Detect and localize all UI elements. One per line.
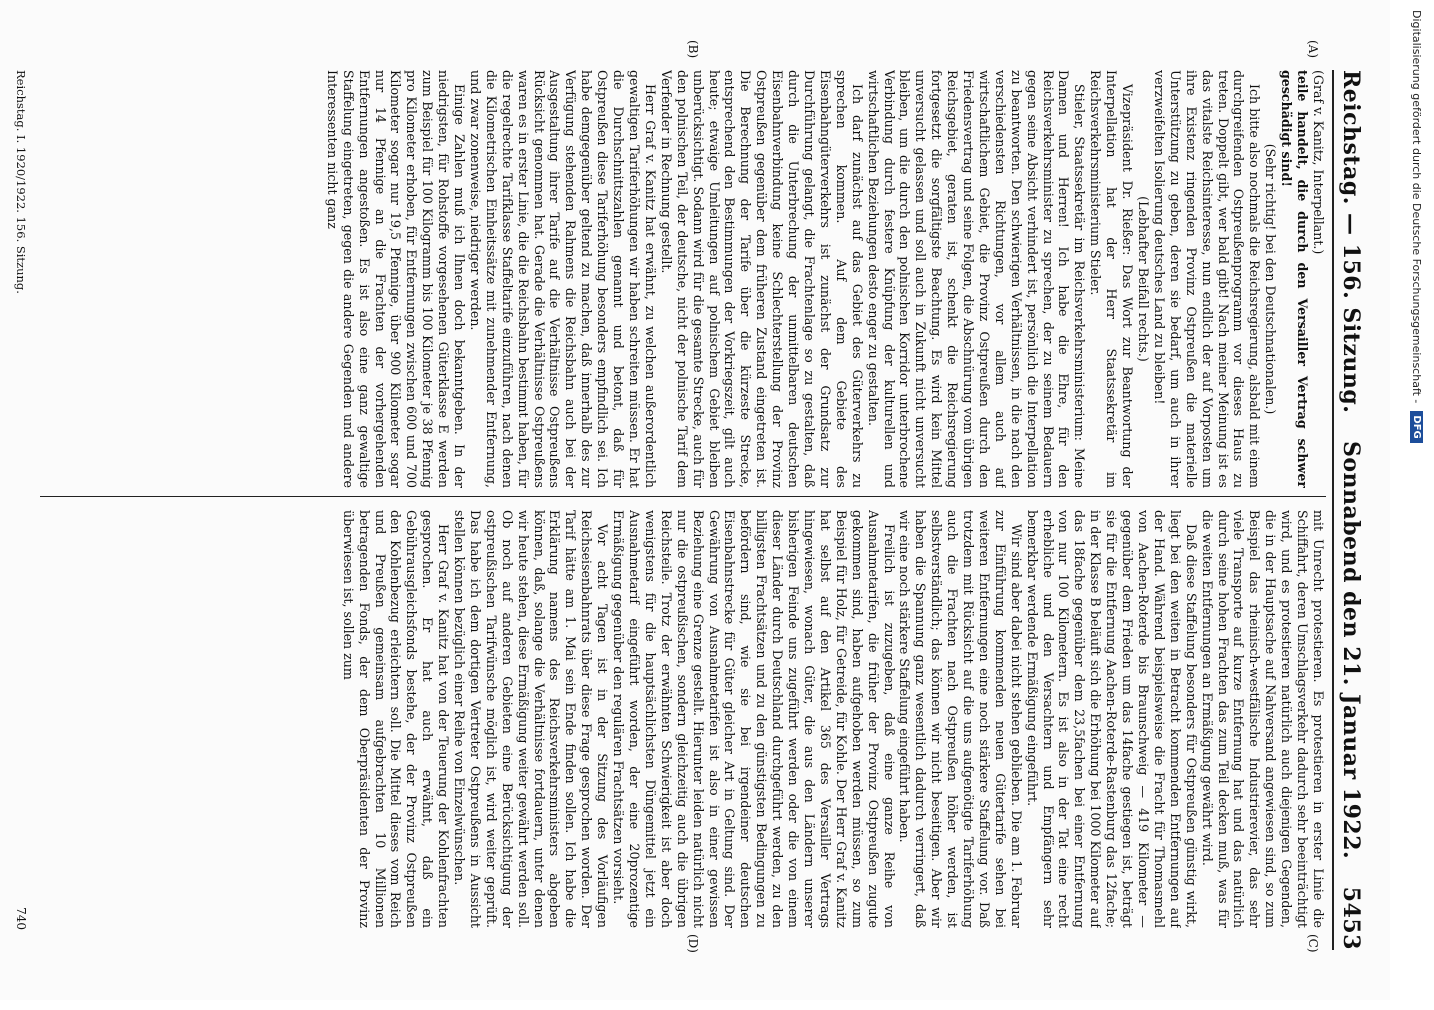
margin-mark-d: (D) [686,934,700,953]
page-header [1332,70,1378,950]
page-footer: Reichstag. I. 1920/1922. 156. Sitzung. [14,70,28,294]
paragraph: mit Unrecht protestieren. Es protestieren in erster Linie die Schiffahrt, deren Umschlagsverkehr dadurch sehr beeinträchtigt wird, und es protestieren natürlich auch diejenigen Gegenden, die in der Hauptsache auf Nahversand angewiesen sind, so zum Beispiel das rheinisch-westfälische Industrierevier, das sehr viele Transporte auf kurze Entfernung hat und das natürlich durch seine hohen Frachten das zum Teil decken muß, was für die weiten Entfernungen an Ermäßigung gewährt wird. [1199,510,1326,928]
paragraph: Herr Graf v. Kanitz hat erwähnt, zu welchen außerordentlich gewaltigen Tariferhöhungen wir haben schreiten müssen. Er hat die Durchschnittszahlen genannt und betont, daß für Ostpreußen diese Tariferhöhung besonders empfindlich sei. Ich habe demgegenüber geltend zu machen, daß innerhalb des zur Verfügung stehenden Rahmens die Reichsbahn auch bei der Ausgestaltung ihrer Tarife auf die Verhältnisse Ostpreußens Rücksicht genommen hat. Gerade die Verhältnisse Ostpreußens waren es in erster Linie, die die Reichsbahn bestimmt haben, für die regelrechte Tarifklasse Staffeltarife einzuführen, nach denen die Kilometrischen Einheitssätze mit zunehmender Entfernung, und zwar zonenweise, niedriger werden. [467,70,658,488]
paragraph: Stieler, Staatssekretär im Reichsverkehrsministerium: Meine Damen und Herren! Ich habe die Ehre, für den Reichsverkehrsminister zu sprechen, der zu seinem Bedauern gegen seine Absicht verhindert ist, persönlich die Interpellation zu beantworten. Den schwierigen Verhältnissen, in die nach den verschiedensten Richtungen, vor allem auch auf wirtschaftlichem Gebiet, die Provinz Ostpreußen durch den Friedensvertrag und seine Folgen, die Abschnürung vom übrigen Reichsgebiet, geraten ist, schenkt die Reichsregierung fortgesetzt die sorgfältigste Beachtung. Es wird kein Mittel unversucht gelassen und soll auch in Zukunft nicht unversucht bleiben, um die durch den polnischen Korridor unterbrochene Verbindung durch festere Knüpfung der kulturellen und wirtschaftlichen Beziehungen desto enger zu gestalten. [865,70,1088,488]
paragraph: Einige Zahlen muß ich Ihnen doch bekanntgeben. In der niedrigsten, für Rohstoffe vorgesehenen Güterklasse E werden zum Beispiel für 100 Kilogramm bis 100 Kilometer je 38 Pfennig pro Kilometer erhoben, für Entfernungen zwischen 600 und 700 Kilometer sogar nur 19,5 Pfennige, über 900 Kilometer sogar nur 14 Pfennige an die Frachten der vorhergehenden Entfernungen angestoßen. Es ist also eine ganz gewaltige Staffelung eingetreten, gegen die andere Gegenden und andere Interessenten nicht ganz [324,70,468,488]
paragraph: Herr Graf v. Kanitz hat von der Teuerung der Kohlenfrachten gesprochen. Er hat auch erwähnt, daß ein Gebührausgleichsfonds bestehe, der der Provinz Ostpreußen den Kohlenbezug erleichtern soll. Die Mittel dieses vom Reich und Preußen gemeinsam aufgebrachten 10 Millionen betragenden Fonds, der dem Oberpräsidenten der Provinz überwiesen ist, sollen zum [340,510,452,928]
paragraph: teile handelt, die durch den Versailler Vertrag schwer geschädigt sind! [1279,70,1311,488]
margin-mark-a: (A) [1306,40,1320,59]
paragraph: Freilich ist zuzugeben, daß eine ganze Reihe von Ausnahmetarifen, die früher der Provinz Ostpreußen zugute gekommen sind, haben aufgehoben werden müssen, so zum Beispiel für Holz, für Getreide, für Kohle. Der Herr Graf v. Kanitz hat selbst auf den Artikel 365 des Versailler Vertrags hingewiesen, wonach Güter, die aus den Ländern unserer bisherigen Feinde uns zugeführt werden oder die von einem dieser Länder durch Deutschland durchgeführt werden, zu den billigsten Frachtsätzen und zu den günstigsten Bedingungen zu befördern sind, wie sie bei irgendeiner deutschen Eisenbahnstrecke für Güter gleicher Art in Geltung sind. Der Gewährung von Ausnahmetarifen ist also in einer gewissen Beziehung eine Grenze gestellt. Hierunter leiden natürlich nicht nur die ostpreußischen, sondern gleichzeitig auch die übrigen Reichsteile. Trotz der erwähnten Schwierigkeit ist aber doch wenigstens für die hauptsächlichsten Düngemittel jetzt ein Ausnahmetarif eingeführt worden, der eine 20prozentige Ermäßigung gegenüber den regulären Frachtsätzen vorsieht. [611,510,897,928]
margin-mark-b: (B) [686,40,700,59]
paragraph: (Sehr richtig! bei den Deutschnationalen.) [1263,143,1279,415]
margin-mark-c: (C) [1306,934,1320,953]
header-date: Sonnabend den 21. Januar 1922. [1338,440,1364,860]
column-divider [40,496,1326,497]
credit-text: Digitalisierung gefördert durch die Deutsche Forschungsgemeinschaft - [1410,10,1424,404]
paragraph: (Graf v. Kanitz, Interpellant.) [1311,70,1326,255]
left-column [40,70,1326,488]
paragraph: (Lebhafter Beifall rechts.) [1136,196,1152,362]
header-left: Reichstag. — 156. Sitzung. [1338,70,1364,414]
paragraph: Ich darf zunächst auf das Gebiet des Güterverkehrs zu sprechen kommen. Auf dem Gebiete des Eisenbahngüterverkehrs ist zunächst der Grundsatz zur Durchführung gelangt, die Frachtenlage so zu gestalten, daß durch die Unterbrechung der unmittelbaren deutschen Eisenbahnverbindung keine Schlechterstellung der Provinz Ostpreußen gegenüber dem früheren Zustand eingetreten ist. Die Berechnung der Tarife über die kürzeste Strecke, entsprechend den Bestimmungen der Vorkriegszeit, gilt auch heute; etwaige Umleitungen auf polnischem Gebiet bleiben unberücksichtigt. Sodann wird für die gesamte Strecke, auch für den polnischen Teil, der deutsche, nicht der polnische Tarif dem Verfender in Rechnung gestellt. [658,70,865,488]
paragraph: Vor acht Tagen ist in der Sitzung des Vorläufigen Reichseisenbahnrats über diese Frage gesprochen worden. Der Tarif hätte am 1. Mai sein Ende finden sollen. Ich habe die Erklärung namens des Reichsverkehrsministers abgeben können, daß, solange die Verhältnisse fortdauern, unter denen wir heute stehen, diese Ermäßigung weiter gewährt werden soll. Ob noch auf anderen Gebieten eine Berücksichtigung der ostpreußischen Tarifwünsche möglich ist, wird weiter geprüft. Das habe ich dem dortigen Vertreter Ostpreußens in Aussicht stellen können bezüglich einer Reihe von Einzelwünschen. [452,510,611,928]
dfg-logo: DFG [1411,411,1424,442]
paragraph: Ich bitte also nochmals die Reichsregierung, alsbald mit einem durchgreifenden Ostpreußenprogramm vor dieses Haus zu treten. Doppelt gibt, wer bald gibt! Nach meiner Meinung ist es das vitalste Reichsinteresse, nun endlich der auf Vorposten um ihre Existenz ringenden Provinz Ostpreußen die materielle Unterstützung zu geben, deren sie bedarf, um auch in ihrer verzweifelten Isolierung deutsches Land zu bleiben! [1151,70,1263,488]
credit-strip [1400,0,1434,1000]
right-column [40,510,1326,928]
paragraph: Daß diese Staffelung besonders für Ostpreußen günstig wirkt, liegt bei den weiten in Betracht kommenden Entfernungen auf der Hand. Während beispielsweise die Fracht für Thomasmehl von Aachen-Roterde bis Braunschweig — 419 Kilometer — gegenüber dem Frieden um das 14fache gestiegen ist, beträgt sie für die Entfernung Aachen-Roterde-Rastenburg das 12fache; in der Klasse B beläuft sich die Erhöhung bei 1000 Kilometer auf das 18fache gegenüber dem 23,5fachen bei einer Entfernung von nur 100 Kilometern. Es ist also in der Tat eine recht erhebliche und den Versachtern und Empfängern sehr bemerkbar werdende Ermäßigung eingeführt. [1024,510,1199,928]
paragraph: Wir sind aber dabei nicht stehen geblieben. Die am 1. Februar zur Einführung kommenden neuen Gütertarife sehen bei weiteren Entfernungen eine noch stärkere Staffelung vor. Daß trotzdem mit Rücksicht auf die uns aufgenötigte Tariferhöhung auch die Frachten nach Ostpreußen höher werden, ist selbstverständlich; das können wir nicht beseitigen. Aber wir haben die Spannung ganz wesentlich dadurch verringert, daß wir eine noch stärkere Staffelung eingeführt haben. [897,510,1024,928]
sheet-number: 740 [14,907,28,930]
page-number: 5453 [1338,886,1364,950]
paragraph: Vizepräsident Dr. Rießer: Das Wort zur Beantwortung der Interpellation hat der Herr Staatssekretär im Reichsverkehrsministerium Stieler. [1088,70,1136,488]
